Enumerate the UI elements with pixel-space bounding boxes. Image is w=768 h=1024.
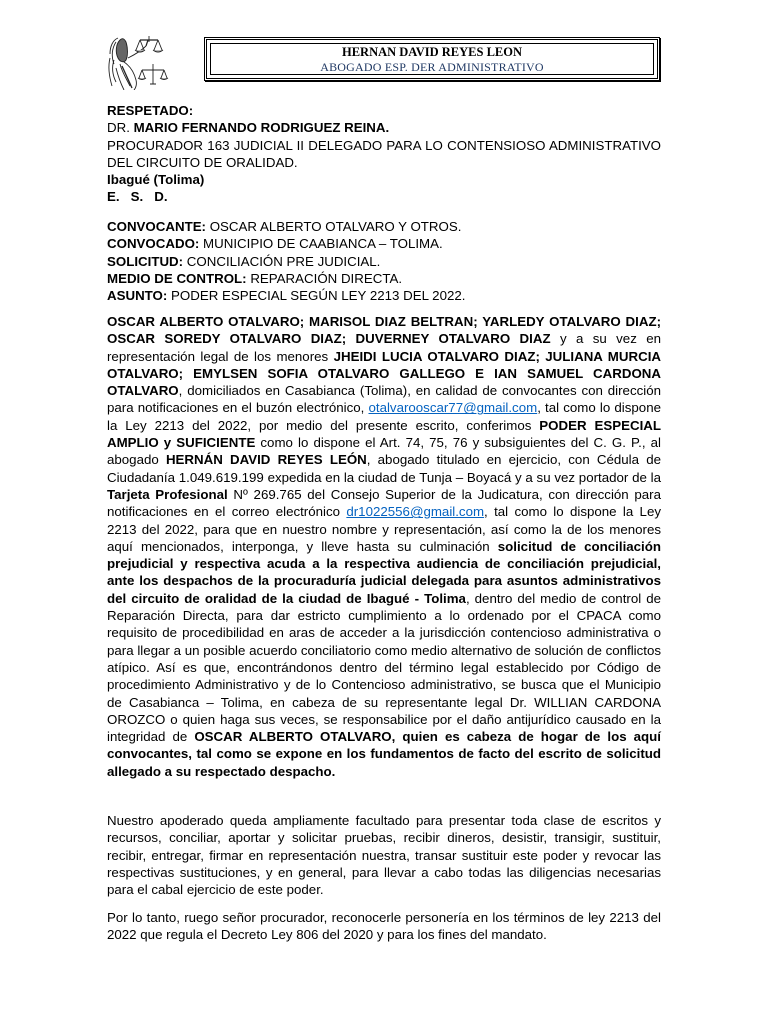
addressee-block [107,102,661,206]
closing-text: Por lo tanto, ruego señor procurador, reconocerle personería en los términos de ley 2213 del 2022 que regula el Decreto Ley 806 del 2020 y para los fines del mandato. [107,910,661,943]
case-solicitud: SOLICITUD: CONCILIACIÓN PRE JUDICIAL. [107,253,381,269]
case-asunto: ASUNTO: PODER ESPECIAL SEGÚN LEY 2213 DEL 2022. [107,288,466,304]
greeting: RESPETADO: [107,103,194,118]
dr-prefix: DR. [107,120,130,136]
email-link-convocantes[interactable]: otalvarooscar77@gmail.com [368,400,538,416]
case-convocante: CONVOCANTE: OSCAR ALBERTO OTALVARO Y OTROS. [107,219,462,234]
addressee-city: Ibagué (Tolima) [107,172,205,188]
letterhead-box [204,37,660,81]
letterhead-title: ABOGADO ESP. DER ADMINISTRATIVO [320,59,544,74]
faculties-text: Nuestro apoderado queda ampliamente facultado para presentar toda clase de escritos y recursos, conciliar, aportar y solicitar pruebas, recibir dineros, desistir, transigir, sustituir, recibir, entregar, firmar en representación nuestra, transar sustituir este poder y revocar las respectivas sustituciones, y en general, para llevar a cabo todas las diligencias necesarias para el cabal ejercicio de este poder. [107,813,661,898]
addressee-name-line [107,119,661,136]
closing-paragraph [107,909,661,944]
lady-justice-logo [106,30,172,90]
email-link-lawyer[interactable]: dr1022556@gmail.com [346,504,485,520]
letterhead-name: HERNAN DAVID REYES LEON [341,44,522,59]
addressee-role: PROCURADOR 163 JUDICIAL II DELEGADO PARA LO CONTENSIOSO ADMINISTRATIVO DEL CIRCUITO DE ORALIDAD. [107,137,661,170]
case-convocado: CONVOCADO: MUNICIPIO DE CAABIANCA – TOLIMA. [107,236,443,252]
faculties-paragraph [107,812,661,898]
case-medio: MEDIO DE CONTROL: REPARACIÓN DIRECTA. [107,270,403,286]
case-details [107,218,661,304]
esd-line: E. S. D. [107,189,168,205]
power-of-attorney-paragraph: OSCAR ALBERTO OTALVARO; MARISOL DIAZ BELTRAN; YARLEDY OTALVARO DIAZ; OSCAR SOREDY OTALVARO DIAZ; DUVERNEY OTALVARO DIAZ y a su vez en representación legal de los menores JHEIDI LUCIA OTALVARO DIAZ; JULIANA MURCIA OTALVARO; EMYLSEN SOFIA OTALVARO GALLEGO E IAN SAMUEL CARDONA OTALVARO, domiciliados en Casabianca (Tolima), en calidad de convocantes con dirección para notificaciones en el buzón electrónico, otalvarooscar77@gmail.com, tal como lo dispone la Ley 2213 del 2022, por medio del presente escrito, conferimos PODER ESPECIAL AMPLIO y SUFICIENTE como lo dispone el Art. 74, 75, 76 y subsiguientes del C. G. P., al abogado HERNÁN DAVID REYES LEÓN, abogado titulado en ejercicio, con Cédula de Ciudadanía 1.049.619.199 expedida en la ciudad de Tunja – Boyacá y a su vez portador de la Tarjeta Profesional Nº 269.765 del Consejo Superior de la Judicatura, con dirección para notificaciones en el correo electrónico dr1022556@gmail.com, tal como lo dispone la Ley 2213 del 2022, para que en nuestro nombre y representación, así como la de los menores aquí mencionados, interponga, y lleve hasta su culminación solicitud de conciliación prejudicial y respectiva acuda a la respectiva audiencia de conciliación prejudicial, ante los despachos de la procuraduría judicial delegada para asuntos administrativos del circuito de oralidad de la ciudad de Ibagué - Tolima, dentro del medio de control de Reparación Directa, para dar estricto cumplimiento a lo ordenado por el CPACA como requisito de procedibilidad en aras de acceder a la jurisdicción contencioso administrativa o para llegar a un posible acuerdo conciliatorio como medio alternativo de solución de conflictos atípico. Así es que, encontrándonos dentro del término legal establecido por Código de procedimiento Administrativo y de lo Contencioso administrativo, se busca que el Municipio de Casabianca – Tolima, en cabeza de su representante legal Dr. WILLIAN CARDONA OROZCO o quien haga sus veces, se responsabilice por el daño antijurídico causado en la integridad de OSCAR ALBERTO OTALVARO, quien es cabeza de hogar de los aquí convocantes, tal como se expone en los fundamentos de facto del escrito de solicitud allegado a su respectado despacho. [107,314,661,779]
main-paragraph [107,313,661,780]
addressee-name: MARIO FERNANDO RODRIGUEZ REINA. [133,120,390,136]
